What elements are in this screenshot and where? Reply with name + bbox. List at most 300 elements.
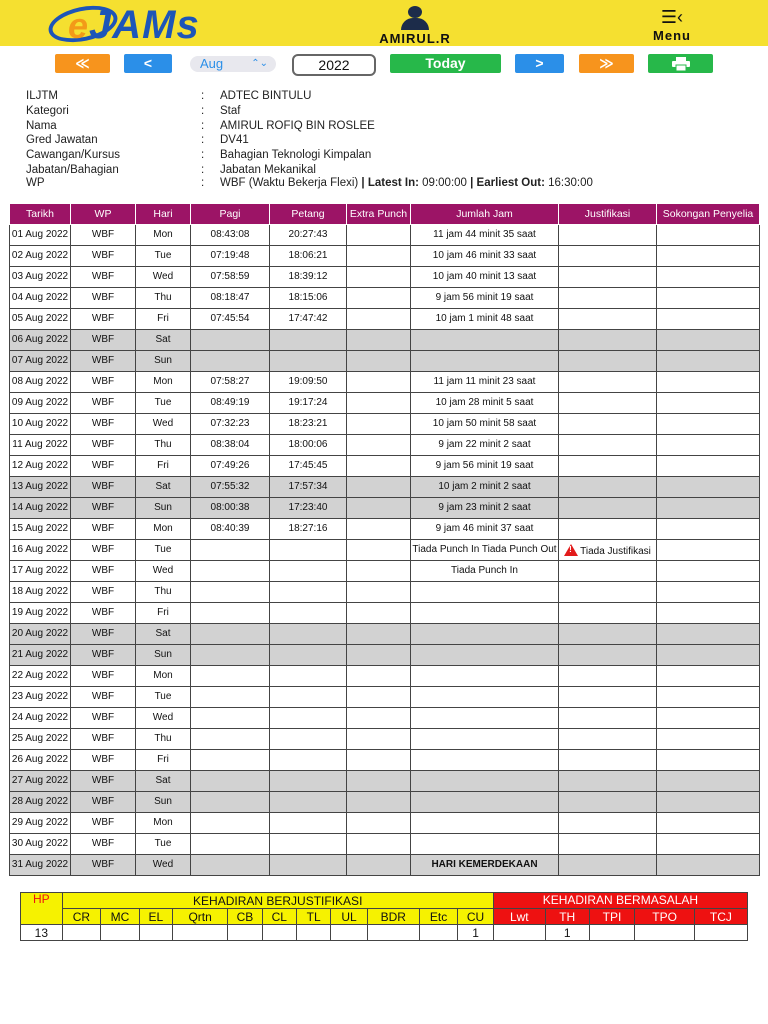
table-row xyxy=(10,477,760,498)
justification-cell[interactable] xyxy=(559,498,657,519)
info-colon: : xyxy=(201,163,205,176)
column-header: Pagi xyxy=(191,204,270,225)
justification-cell[interactable] xyxy=(559,729,657,750)
extra-punch-cell xyxy=(347,225,411,246)
justified-value xyxy=(101,925,140,941)
date-cell: 23 Aug 2022 xyxy=(10,687,71,708)
justified-value xyxy=(228,925,262,941)
punch-in-cell xyxy=(191,687,270,708)
punch-in-cell: 08:43:08 xyxy=(191,225,270,246)
supervisor-cell[interactable] xyxy=(657,225,760,246)
table-row xyxy=(10,288,760,309)
info-value: DV41 xyxy=(220,134,249,147)
justification-cell[interactable] xyxy=(559,750,657,771)
table-row xyxy=(10,267,760,288)
date-cell: 12 Aug 2022 xyxy=(10,456,71,477)
table-row xyxy=(10,393,760,414)
wp-cell: WBF xyxy=(71,414,136,435)
justification-cell[interactable] xyxy=(559,456,657,477)
day-cell: Sat xyxy=(136,477,191,498)
punch-out-cell: 18:27:16 xyxy=(270,519,347,540)
table-row xyxy=(10,771,760,792)
total-hours-cell xyxy=(411,351,559,372)
date-cell: 10 Aug 2022 xyxy=(10,414,71,435)
justification-cell[interactable] xyxy=(559,771,657,792)
table-row xyxy=(10,834,760,855)
justification-cell[interactable] xyxy=(559,624,657,645)
total-hours-cell xyxy=(411,624,559,645)
problem-col-header: TCJ xyxy=(694,909,747,925)
table-header-row xyxy=(10,204,760,225)
first-month-button[interactable]: ≪ xyxy=(55,54,110,73)
supervisor-cell[interactable] xyxy=(657,540,760,561)
earliest-out-value: 16:30:00 xyxy=(544,176,593,189)
punch-out-cell xyxy=(270,771,347,792)
supervisor-cell[interactable] xyxy=(657,645,760,666)
supervisor-cell[interactable] xyxy=(657,603,760,624)
menu-icon: ☰‹ xyxy=(660,7,684,27)
justification-cell[interactable] xyxy=(559,330,657,351)
column-header: Extra Punch xyxy=(347,204,411,225)
punch-out-cell: 17:45:45 xyxy=(270,456,347,477)
month-select[interactable] xyxy=(190,56,276,72)
info-label: Jabatan/Bahagian xyxy=(26,163,119,176)
supervisor-cell[interactable] xyxy=(657,288,760,309)
user-profile[interactable] xyxy=(360,6,470,46)
problem-value xyxy=(635,925,694,941)
extra-punch-cell xyxy=(347,330,411,351)
date-cell: 08 Aug 2022 xyxy=(10,372,71,393)
day-cell: Sat xyxy=(136,771,191,792)
punch-in-cell: 07:19:48 xyxy=(191,246,270,267)
extra-punch-cell xyxy=(347,351,411,372)
info-row xyxy=(26,148,746,163)
extra-punch-cell xyxy=(347,582,411,603)
punch-in-cell xyxy=(191,750,270,771)
punch-in-cell xyxy=(191,351,270,372)
date-cell: 14 Aug 2022 xyxy=(10,498,71,519)
supervisor-cell[interactable] xyxy=(657,708,760,729)
total-hours-cell: 9 jam 23 minit 2 saat xyxy=(411,498,559,519)
day-cell: Thu xyxy=(136,729,191,750)
supervisor-cell[interactable] xyxy=(657,498,760,519)
date-cell: 03 Aug 2022 xyxy=(10,267,71,288)
punch-in-cell xyxy=(191,666,270,687)
punch-in-cell xyxy=(191,813,270,834)
total-hours-cell xyxy=(411,666,559,687)
separator: | xyxy=(358,176,368,189)
justification-cell[interactable] xyxy=(559,792,657,813)
date-cell: 02 Aug 2022 xyxy=(10,246,71,267)
wp-cell: WBF xyxy=(71,225,136,246)
justification-cell[interactable] xyxy=(559,393,657,414)
wp-cell: WBF xyxy=(71,561,136,582)
date-cell: 19 Aug 2022 xyxy=(10,603,71,624)
extra-punch-cell xyxy=(347,414,411,435)
extra-punch-cell xyxy=(347,477,411,498)
wp-cell: WBF xyxy=(71,456,136,477)
punch-in-cell xyxy=(191,561,270,582)
info-colon: : xyxy=(201,176,205,189)
justification-cell[interactable] xyxy=(559,645,657,666)
extra-punch-cell xyxy=(347,834,411,855)
supervisor-cell[interactable] xyxy=(657,351,760,372)
supervisor-cell[interactable] xyxy=(657,435,760,456)
justified-value xyxy=(173,925,228,941)
justification-cell[interactable] xyxy=(559,309,657,330)
supervisor-cell[interactable] xyxy=(657,750,760,771)
justified-value xyxy=(262,925,296,941)
justification-cell[interactable] xyxy=(559,540,657,561)
supervisor-cell[interactable] xyxy=(657,792,760,813)
day-cell: Sun xyxy=(136,792,191,813)
info-row xyxy=(26,119,746,134)
day-cell: Wed xyxy=(136,708,191,729)
wp-cell: WBF xyxy=(71,624,136,645)
supervisor-cell[interactable] xyxy=(657,687,760,708)
total-hours-cell: 10 jam 40 minit 13 saat xyxy=(411,267,559,288)
table-row xyxy=(10,456,760,477)
attendance-table xyxy=(9,203,760,876)
total-hours-cell: 11 jam 11 minit 23 saat xyxy=(411,372,559,393)
day-cell: Mon xyxy=(136,666,191,687)
year-input[interactable]: 2022 xyxy=(292,54,376,76)
day-cell: Thu xyxy=(136,582,191,603)
info-label: Gred Jawatan xyxy=(26,134,98,147)
supervisor-cell[interactable] xyxy=(657,414,760,435)
supervisor-cell[interactable] xyxy=(657,771,760,792)
column-header: WP xyxy=(71,204,136,225)
extra-punch-cell xyxy=(347,498,411,519)
justification-cell[interactable] xyxy=(559,414,657,435)
latest-in-value: 09:00:00 xyxy=(418,176,467,189)
punch-out-cell xyxy=(270,813,347,834)
extra-punch-cell xyxy=(347,855,411,876)
summary-values-row xyxy=(21,925,748,941)
logo-e: e xyxy=(68,5,90,46)
justification-cell[interactable] xyxy=(559,708,657,729)
wp-value xyxy=(220,178,740,188)
day-cell: Tue xyxy=(136,246,191,267)
extra-punch-cell xyxy=(347,372,411,393)
punch-in-cell xyxy=(191,582,270,603)
supervisor-cell[interactable] xyxy=(657,330,760,351)
punch-out-cell xyxy=(270,624,347,645)
punch-in-cell xyxy=(191,729,270,750)
justification-cell[interactable] xyxy=(559,603,657,624)
extra-punch-cell xyxy=(347,708,411,729)
info-value: ADTEC BINTULU xyxy=(220,90,312,102)
info-row xyxy=(26,104,746,119)
date-cell: 17 Aug 2022 xyxy=(10,561,71,582)
date-cell: 09 Aug 2022 xyxy=(10,393,71,414)
total-hours-cell: Tiada Punch In Tiada Punch Out xyxy=(411,540,559,561)
total-hours-cell xyxy=(411,603,559,624)
day-cell: Tue xyxy=(136,540,191,561)
separator: | xyxy=(466,176,477,189)
punch-in-cell: 08:40:39 xyxy=(191,519,270,540)
wp-cell: WBF xyxy=(71,687,136,708)
punch-in-cell: 08:49:19 xyxy=(191,393,270,414)
total-hours-cell xyxy=(411,330,559,351)
info-value: Bahagian Teknologi Kimpalan xyxy=(220,149,372,162)
supervisor-cell[interactable] xyxy=(657,561,760,582)
day-cell: Fri xyxy=(136,456,191,477)
justified-col-header: CB xyxy=(228,909,262,925)
punch-out-cell xyxy=(270,729,347,750)
day-cell: Wed xyxy=(136,267,191,288)
total-hours-cell: 9 jam 56 minit 19 saat xyxy=(411,288,559,309)
wp-cell: WBF xyxy=(71,540,136,561)
justified-value xyxy=(139,925,172,941)
extra-punch-cell xyxy=(347,288,411,309)
printer-icon xyxy=(672,57,690,71)
day-cell: Sat xyxy=(136,624,191,645)
date-cell: 24 Aug 2022 xyxy=(10,708,71,729)
punch-in-cell xyxy=(191,708,270,729)
punch-out-cell xyxy=(270,855,347,876)
table-row xyxy=(10,435,760,456)
table-row xyxy=(10,519,760,540)
total-hours-cell: Tiada Punch In xyxy=(411,561,559,582)
punch-in-cell xyxy=(191,834,270,855)
supervisor-cell[interactable] xyxy=(657,309,760,330)
punch-out-cell xyxy=(270,582,347,603)
supervisor-cell[interactable] xyxy=(657,834,760,855)
day-cell: Fri xyxy=(136,309,191,330)
ejams-logo[interactable] xyxy=(48,3,288,45)
supervisor-cell[interactable] xyxy=(657,393,760,414)
print-button[interactable] xyxy=(648,54,713,73)
justification-cell[interactable] xyxy=(559,855,657,876)
table-body xyxy=(10,225,760,876)
punch-in-cell: 07:32:23 xyxy=(191,414,270,435)
column-header: Sokongan Penyelia xyxy=(657,204,760,225)
punch-out-cell: 17:23:40 xyxy=(270,498,347,519)
info-label: ILJTM xyxy=(26,90,58,102)
supervisor-cell[interactable] xyxy=(657,267,760,288)
punch-out-cell xyxy=(270,645,347,666)
supervisor-cell[interactable] xyxy=(657,372,760,393)
punch-out-cell xyxy=(270,750,347,771)
day-cell: Fri xyxy=(136,603,191,624)
extra-punch-cell xyxy=(347,540,411,561)
justification-cell[interactable] xyxy=(559,477,657,498)
punch-out-cell: 17:57:34 xyxy=(270,477,347,498)
punch-out-cell xyxy=(270,708,347,729)
extra-punch-cell xyxy=(347,666,411,687)
table-row xyxy=(10,372,760,393)
column-header: Petang xyxy=(270,204,347,225)
menu-button[interactable] xyxy=(632,8,712,43)
info-colon: : xyxy=(201,90,205,102)
logo-jams: JAMs xyxy=(89,3,200,47)
info-value: Jabatan Mekanikal xyxy=(220,163,316,176)
justification-cell[interactable] xyxy=(559,519,657,540)
extra-punch-cell xyxy=(347,729,411,750)
justification-cell[interactable] xyxy=(559,246,657,267)
justified-col-header: CU xyxy=(458,909,493,925)
day-cell: Sat xyxy=(136,330,191,351)
day-cell: Tue xyxy=(136,687,191,708)
wp-cell: WBF xyxy=(71,771,136,792)
punch-in-cell xyxy=(191,855,270,876)
table-row xyxy=(10,708,760,729)
total-hours-cell: 11 jam 44 minit 35 saat xyxy=(411,225,559,246)
today-button[interactable]: Today xyxy=(390,54,501,73)
punch-out-cell xyxy=(270,666,347,687)
wp-cell: WBF xyxy=(71,708,136,729)
total-hours-cell: 10 jam 28 minit 5 saat xyxy=(411,393,559,414)
table-row xyxy=(10,351,760,372)
justification-cell[interactable] xyxy=(559,351,657,372)
punch-out-cell: 17:47:42 xyxy=(270,309,347,330)
column-header: Jumlah Jam xyxy=(411,204,559,225)
justification-text: Tiada Justifikasi xyxy=(580,545,651,557)
supervisor-cell[interactable] xyxy=(657,666,760,687)
justified-col-header: TL xyxy=(296,909,330,925)
info-label: Nama xyxy=(26,119,57,132)
prev-month-button[interactable]: < xyxy=(124,54,172,73)
month-value: Aug xyxy=(200,56,224,71)
table-row xyxy=(10,729,760,750)
supervisor-cell[interactable] xyxy=(657,246,760,267)
total-hours-cell: 9 jam 22 minit 2 saat xyxy=(411,435,559,456)
supervisor-cell[interactable] xyxy=(657,855,760,876)
punch-in-cell xyxy=(191,540,270,561)
extra-punch-cell xyxy=(347,246,411,267)
info-row xyxy=(26,163,746,178)
extra-punch-cell xyxy=(347,561,411,582)
justification-cell[interactable] xyxy=(559,687,657,708)
justified-col-header: MC xyxy=(101,909,140,925)
date-cell: 26 Aug 2022 xyxy=(10,750,71,771)
earliest-out-label: Earliest Out: xyxy=(476,176,545,189)
day-cell: Wed xyxy=(136,561,191,582)
info-row xyxy=(26,89,746,104)
extra-punch-cell xyxy=(347,624,411,645)
wp-cell: WBF xyxy=(71,645,136,666)
table-row xyxy=(10,246,760,267)
punch-out-cell xyxy=(270,834,347,855)
supervisor-cell[interactable] xyxy=(657,582,760,603)
wp-cell: WBF xyxy=(71,792,136,813)
justification-cell[interactable] xyxy=(559,813,657,834)
table-row xyxy=(10,414,760,435)
day-cell: Tue xyxy=(136,834,191,855)
justification-cell[interactable] xyxy=(559,372,657,393)
info-colon: : xyxy=(201,134,205,147)
punch-in-cell xyxy=(191,645,270,666)
info-colon: : xyxy=(201,119,205,132)
extra-punch-cell xyxy=(347,813,411,834)
wp-cell: WBF xyxy=(71,729,136,750)
punch-in-cell: 07:58:27 xyxy=(191,372,270,393)
problem-value xyxy=(589,925,635,941)
punch-in-cell: 07:49:26 xyxy=(191,456,270,477)
punch-in-cell xyxy=(191,624,270,645)
day-cell: Thu xyxy=(136,435,191,456)
justification-cell[interactable] xyxy=(559,435,657,456)
day-cell: Mon xyxy=(136,519,191,540)
punch-out-cell xyxy=(270,687,347,708)
supervisor-cell[interactable] xyxy=(657,624,760,645)
column-header: Tarikh xyxy=(10,204,71,225)
table-row xyxy=(10,813,760,834)
justification-cell[interactable] xyxy=(559,666,657,687)
table-row xyxy=(10,624,760,645)
total-hours-cell xyxy=(411,813,559,834)
extra-punch-cell xyxy=(347,750,411,771)
date-cell: 07 Aug 2022 xyxy=(10,351,71,372)
logo-text xyxy=(68,3,200,48)
next-month-button[interactable]: > xyxy=(515,54,564,73)
justified-value xyxy=(367,925,419,941)
wp-type: WBF (Waktu Bekerja Flexi) xyxy=(220,176,359,189)
justified-col-header: Etc xyxy=(419,909,458,925)
date-navigation xyxy=(0,53,768,77)
total-hours-cell: 10 jam 50 minit 58 saat xyxy=(411,414,559,435)
supervisor-cell[interactable] xyxy=(657,456,760,477)
info-label: WP xyxy=(26,176,45,189)
total-hours-cell: 9 jam 46 minit 37 saat xyxy=(411,519,559,540)
justification-cell[interactable] xyxy=(559,582,657,603)
day-cell: Thu xyxy=(136,288,191,309)
punch-out-cell xyxy=(270,561,347,582)
hp-header xyxy=(21,893,63,925)
justification-cell[interactable] xyxy=(559,267,657,288)
justification-cell[interactable] xyxy=(559,834,657,855)
info-colon: : xyxy=(201,149,205,162)
table-row xyxy=(10,687,760,708)
day-cell: Fri xyxy=(136,750,191,771)
justification-cell[interactable] xyxy=(559,288,657,309)
info-row xyxy=(26,133,746,148)
problem-value xyxy=(694,925,747,941)
supervisor-cell[interactable] xyxy=(657,729,760,750)
hp-label: HP xyxy=(32,892,50,906)
justified-value xyxy=(62,925,101,941)
info-label: Kategori xyxy=(26,104,69,117)
wp-cell: WBF xyxy=(71,477,136,498)
punch-out-cell: 18:39:12 xyxy=(270,267,347,288)
day-cell: Mon xyxy=(136,372,191,393)
wp-cell: WBF xyxy=(71,603,136,624)
punch-in-cell: 08:38:04 xyxy=(191,435,270,456)
justified-value: 1 xyxy=(458,925,493,941)
justified-col-header: CR xyxy=(62,909,101,925)
supervisor-cell[interactable] xyxy=(657,519,760,540)
last-month-button[interactable]: ≫ xyxy=(579,54,634,73)
date-cell: 18 Aug 2022 xyxy=(10,582,71,603)
extra-punch-cell xyxy=(347,771,411,792)
wp-cell: WBF xyxy=(71,519,136,540)
supervisor-cell[interactable] xyxy=(657,477,760,498)
hp-value: 13 xyxy=(21,925,63,941)
justification-cell[interactable] xyxy=(559,561,657,582)
info-colon: : xyxy=(201,104,205,117)
info-value: Staf xyxy=(220,104,241,117)
extra-punch-cell xyxy=(347,267,411,288)
table-row xyxy=(10,225,760,246)
extra-punch-cell xyxy=(347,393,411,414)
table-row xyxy=(10,792,760,813)
supervisor-cell[interactable] xyxy=(657,813,760,834)
justification-cell[interactable] xyxy=(559,225,657,246)
total-hours-cell: 10 jam 2 minit 2 saat xyxy=(411,477,559,498)
updown-chevron-icon: ⌃⌄ xyxy=(251,58,268,69)
problem-value xyxy=(493,925,545,941)
